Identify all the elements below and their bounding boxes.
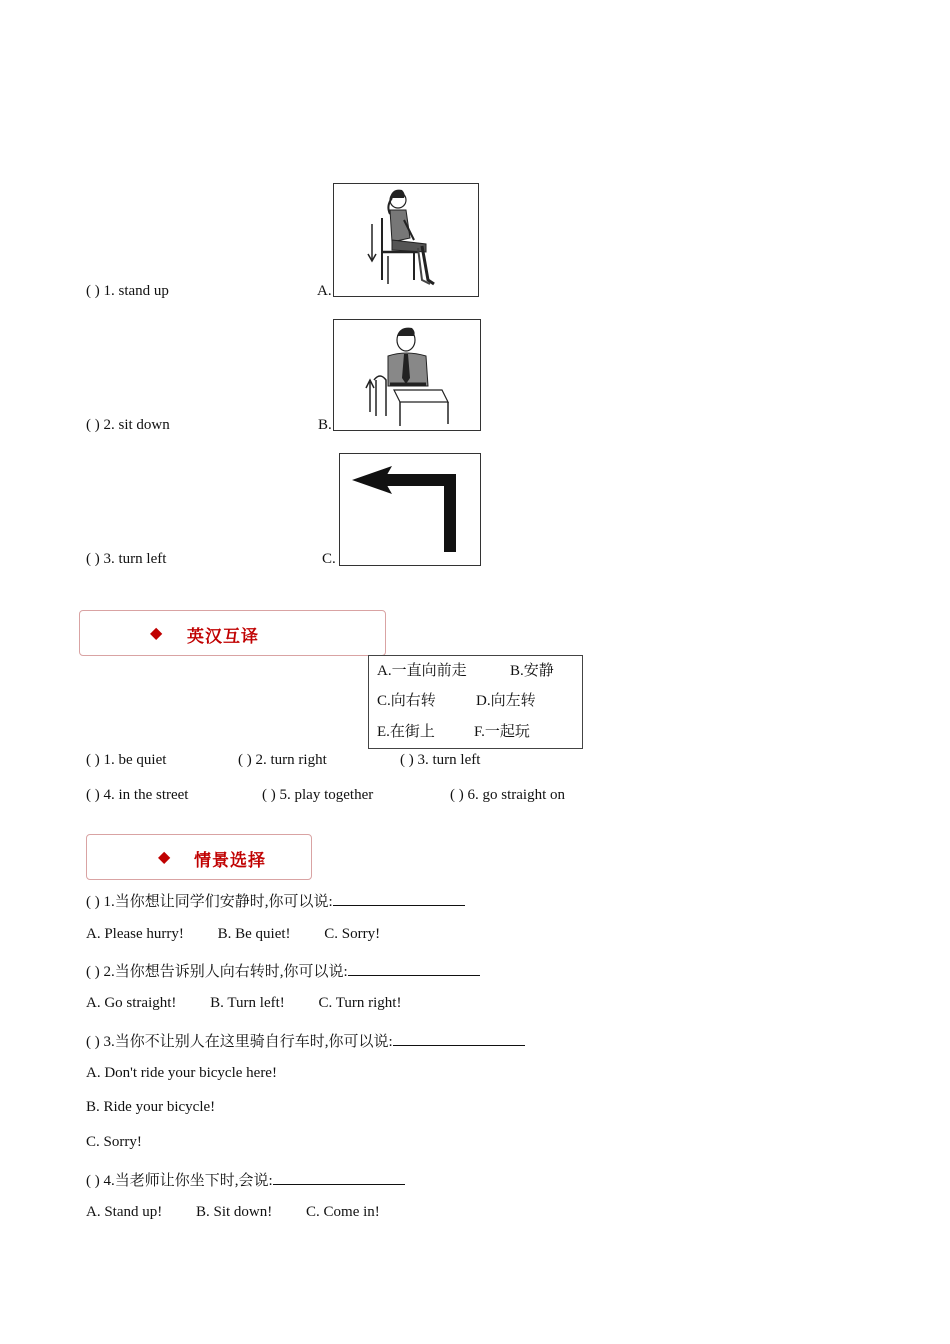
match-item-2 bbox=[86, 417, 170, 434]
answer-paren[interactable]: ( ) bbox=[400, 752, 414, 768]
option: B. Be quiet! bbox=[217, 926, 291, 942]
question-text: 1.当你想让同学们安静时,你可以说: bbox=[103, 894, 333, 910]
answer-paren[interactable]: ( ) bbox=[86, 1034, 100, 1050]
translate-item-3 bbox=[400, 752, 480, 769]
question-3 bbox=[86, 1030, 525, 1051]
item-text: 6. go straight on bbox=[467, 787, 565, 803]
item-text: 5. play together bbox=[279, 787, 374, 803]
option: B. Sit down! bbox=[196, 1204, 273, 1220]
q4-options bbox=[86, 1204, 380, 1221]
option: C. Come in! bbox=[306, 1204, 380, 1220]
question-text: 2.当你想告诉别人向右转时,你可以说: bbox=[103, 964, 348, 980]
answer-blank[interactable] bbox=[348, 961, 480, 976]
section-title: 英汉互译 bbox=[187, 627, 259, 647]
question-text: 3.当你不让别人在这里骑自行车时,你可以说: bbox=[103, 1034, 393, 1050]
option-a: A.一直向前走 bbox=[377, 663, 467, 679]
question-1 bbox=[86, 890, 465, 911]
option-f: F.一起玩 bbox=[474, 724, 530, 740]
turn-left-picture bbox=[339, 453, 481, 566]
answer-paren[interactable]: ( ) bbox=[86, 417, 100, 433]
turn-left-arrow-icon bbox=[340, 454, 480, 565]
translate-item-4 bbox=[86, 787, 188, 804]
answer-paren[interactable]: ( ) bbox=[262, 787, 276, 803]
answer-paren[interactable]: ( ) bbox=[86, 894, 100, 910]
pic-letter-b: B. bbox=[318, 417, 332, 433]
girl-sitting-icon bbox=[334, 184, 478, 296]
option-e: E.在街上 bbox=[377, 724, 435, 740]
section-title: 情景选择 bbox=[194, 851, 266, 871]
diamond-icon: ◆ bbox=[150, 625, 163, 642]
option-b: B.安静 bbox=[510, 663, 554, 679]
sit-down-picture bbox=[333, 183, 479, 297]
item-text: 1. be quiet bbox=[103, 752, 167, 768]
item-text: 2. turn right bbox=[255, 752, 327, 768]
item-text: 3. turn left bbox=[103, 551, 167, 567]
match-item-1 bbox=[86, 283, 169, 300]
answer-paren[interactable]: ( ) bbox=[86, 752, 100, 768]
situation-header bbox=[86, 834, 312, 880]
answer-paren[interactable]: ( ) bbox=[86, 787, 100, 803]
option: B. Turn left! bbox=[210, 995, 285, 1011]
option: A. Stand up! bbox=[86, 1204, 163, 1220]
option-d: D.向左转 bbox=[476, 693, 536, 709]
q1-options bbox=[86, 926, 380, 943]
translate-item-5 bbox=[262, 787, 373, 804]
option: C. Turn right! bbox=[318, 995, 402, 1011]
option-c: C.向右转 bbox=[377, 693, 436, 709]
item-text: 4. in the street bbox=[103, 787, 189, 803]
diamond-icon: ◆ bbox=[158, 849, 171, 866]
answer-paren[interactable]: ( ) bbox=[238, 752, 252, 768]
question-4 bbox=[86, 1169, 405, 1190]
answer-paren[interactable]: ( ) bbox=[450, 787, 464, 803]
item-text: 3. turn left bbox=[417, 752, 481, 768]
q3-option-a: A. Don't ride your bicycle here! bbox=[86, 1065, 277, 1081]
q3-option-c: C. Sorry! bbox=[86, 1134, 142, 1150]
option: A. Go straight! bbox=[86, 995, 177, 1011]
answer-blank[interactable] bbox=[393, 1031, 525, 1046]
option: A. Please hurry! bbox=[86, 926, 184, 942]
stand-up-picture bbox=[333, 319, 481, 431]
pic-letter-c: C. bbox=[322, 551, 336, 567]
translate-item-2 bbox=[238, 752, 327, 769]
match-item-3 bbox=[86, 551, 166, 568]
translate-header bbox=[79, 610, 386, 656]
question-text: 4.当老师让你坐下时,会说: bbox=[103, 1173, 273, 1189]
boy-standing-icon bbox=[334, 320, 480, 430]
options-box bbox=[368, 655, 583, 749]
answer-blank[interactable] bbox=[333, 891, 465, 906]
q3-option-b: B. Ride your bicycle! bbox=[86, 1099, 216, 1115]
question-2 bbox=[86, 960, 480, 981]
translate-item-1 bbox=[86, 752, 166, 769]
option: C. Sorry! bbox=[324, 926, 381, 942]
answer-paren[interactable]: ( ) bbox=[86, 551, 100, 567]
pic-letter-a: A. bbox=[317, 283, 332, 299]
translate-item-6 bbox=[450, 787, 565, 804]
answer-paren[interactable]: ( ) bbox=[86, 1173, 100, 1189]
answer-paren[interactable]: ( ) bbox=[86, 964, 100, 980]
item-text: 1. stand up bbox=[103, 283, 169, 299]
q2-options bbox=[86, 995, 401, 1012]
item-text: 2. sit down bbox=[103, 417, 170, 433]
answer-blank[interactable] bbox=[273, 1170, 405, 1185]
answer-paren[interactable]: ( ) bbox=[86, 283, 100, 299]
